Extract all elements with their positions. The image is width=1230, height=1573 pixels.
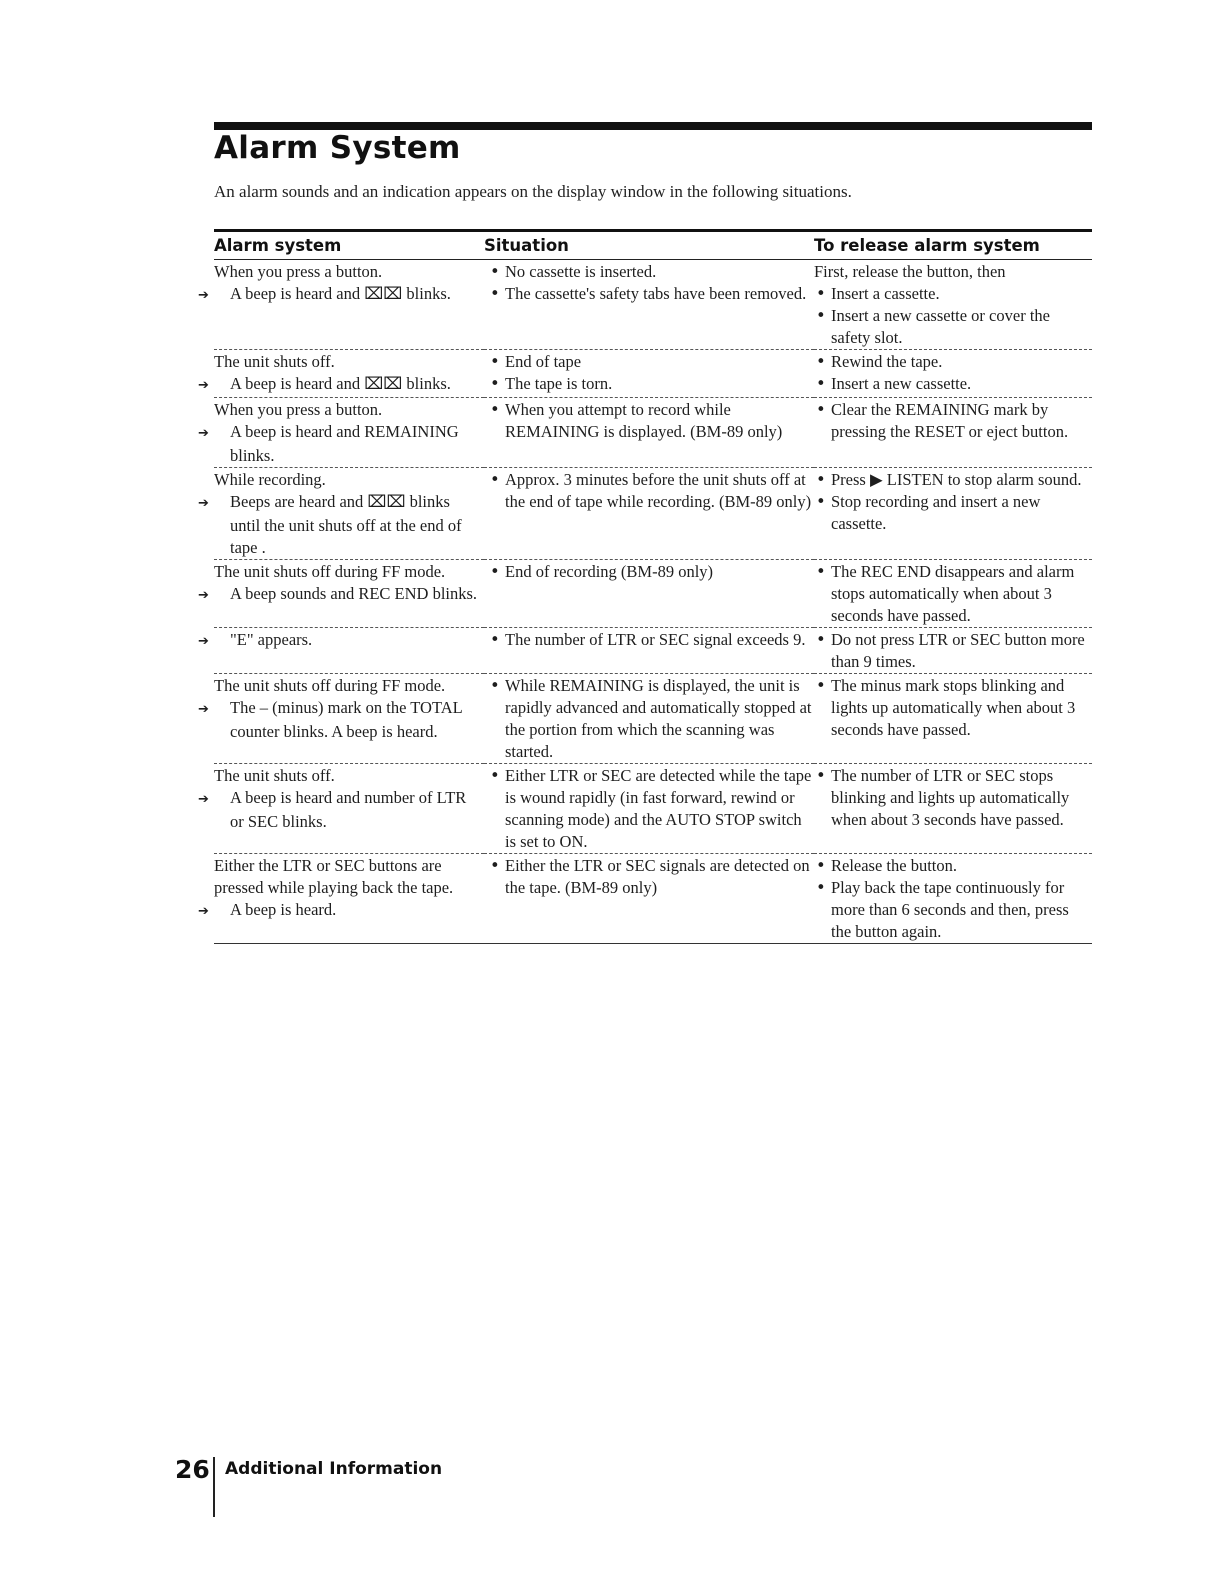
alarm-condition: While recording. [214,470,326,489]
alarm-result [198,491,484,559]
table-row [214,350,1092,398]
release-item: • Play back the tape continuously for more than 6 seconds and then, press the button again. [814,877,1092,943]
situation-item: • No cassette is inserted. [488,261,814,283]
situation-cell [484,260,814,350]
release-list [814,855,1092,943]
situation-item: • End of tape [488,351,814,373]
situation-item: • Either the LTR or SEC signals are detected on the tape. (BM-89 only) [488,855,814,899]
alarm-result-text: A beep is heard. [230,900,337,919]
release-cell [814,260,1092,350]
table-row [214,764,1092,854]
alarm-result-text: A beep is heard and ⌧⌧ blinks. [230,374,451,393]
release-item: • The REC END disappears and alarm stops automatically when about 3 seconds have passed. [814,561,1092,627]
table-row [214,628,1092,674]
situation-list [488,399,814,443]
alarm-result-text: A beep is heard and REMAINING blinks. [230,422,459,465]
alarm-result [198,583,484,607]
arrow-right-icon: ➔ [198,904,209,919]
alarm-system-cell [198,350,484,398]
release-cell [814,628,1092,674]
situation-list [488,675,814,763]
alarm-system-cell [198,468,484,560]
arrow-right-icon: ➔ [198,792,209,807]
alarm-result [198,899,484,923]
release-item: • Insert a new cassette. [814,373,1092,395]
arrow-right-icon: ➔ [198,378,209,393]
alarm-condition: The unit shuts off during FF mode. [214,676,446,695]
alarm-condition: Either the LTR or SEC buttons are pressed while playing back the tape. [214,856,454,897]
release-item: • The number of LTR or SEC stops blinking and lights up automatically when about 3 seconds have passed. [814,765,1092,831]
alarm-system-cell [198,674,484,764]
situation-item: • When you attempt to record while REMAINING is displayed. (BM-89 only) [488,399,814,443]
situation-cell [484,628,814,674]
situation-item: • While REMAINING is displayed, the unit is rapidly advanced and automatically stopped at the portion from which the scanning was started. [488,675,814,763]
alarm-system-cell [198,398,484,468]
release-cell [814,468,1092,560]
alarm-result [198,283,484,307]
alarm-result-text: The – (minus) mark on the TOTAL counter blinks. A beep is heard. [230,698,463,741]
situation-cell [484,764,814,854]
release-list [814,469,1092,535]
release-list [814,765,1092,831]
table-row [214,468,1092,560]
alarm-system-cell [198,260,484,350]
release-cell [814,764,1092,854]
alarm-condition: The unit shuts off during FF mode. [214,562,446,581]
top-rule [214,122,1092,130]
situation-item: • The tape is torn. [488,373,814,395]
table-row [214,560,1092,628]
alarm-result [198,697,484,743]
alarm-system-cell [198,628,484,674]
situation-item: • The number of LTR or SEC signal exceeds 9. [488,629,814,651]
situation-cell [484,468,814,560]
alarm-result [198,373,484,397]
header-release: To release alarm system [814,231,1092,260]
table-row [214,260,1092,350]
situation-list [488,261,814,305]
arrow-right-icon: ➔ [198,426,209,441]
release-cell [814,854,1092,944]
situation-list [488,469,814,513]
page-number: 26 [175,1455,210,1484]
situation-cell [484,350,814,398]
release-item: • Press ▶ LISTEN to stop alarm sound. [814,469,1092,491]
situation-cell [484,560,814,628]
alarm-condition: The unit shuts off. [214,766,335,785]
alarm-result [198,629,484,653]
situation-list [488,629,814,651]
alarm-table-body [198,260,1092,944]
situation-item: • Either LTR or SEC are detected while the tape is wound rapidly (in fast forward, rewind or scanning mode) and the AUTO STOP switch is set to ON. [488,765,814,853]
arrow-right-icon: ➔ [198,634,209,649]
release-item: • Insert a new cassette or cover the safety slot. [814,305,1092,349]
footer-section-label: Additional Information [225,1459,443,1479]
alarm-system-cell [198,764,484,854]
table-row [214,398,1092,468]
alarm-system-cell [198,560,484,628]
alarm-result [198,421,484,467]
table-row [214,854,1092,944]
table-header-row [214,231,1092,260]
alarm-result-text: A beep is heard and ⌧⌧ blinks. [230,284,451,303]
release-item: • Insert a cassette. [814,283,1092,305]
page-title: Alarm System [214,130,461,166]
release-item: • Clear the REMAINING mark by pressing the RESET or eject button. [814,399,1092,443]
release-cell [814,398,1092,468]
situation-item: • The cassette's safety tabs have been removed. [488,283,814,305]
situation-list [488,561,814,583]
alarm-condition: When you press a button. [214,400,383,419]
alarm-result-text: A beep is heard and number of LTR or SEC blinks. [230,788,467,831]
release-item: • The minus mark stops blinking and lights up automatically when about 3 seconds have passed. [814,675,1092,741]
situation-item: • Approx. 3 minutes before the unit shuts off at the end of tape while recording. (BM-89 only) [488,469,814,513]
alarm-system-cell [198,854,484,944]
release-cell [814,350,1092,398]
situation-cell [484,398,814,468]
alarm-table [198,229,1092,944]
release-intro: First, release the button, then [814,262,1006,281]
release-list [814,629,1092,673]
release-list [814,675,1092,741]
footer-divider [213,1457,215,1517]
release-item: • Release the button. [814,855,1092,877]
situation-list [488,855,814,899]
alarm-result-text: "E" appears. [230,630,313,649]
header-alarm-system: Alarm system [214,231,484,260]
arrow-right-icon: ➔ [198,702,209,717]
alarm-result-text: A beep sounds and REC END blinks. [230,584,478,603]
header-situation: Situation [484,231,814,260]
alarm-condition: When you press a button. [214,262,383,281]
alarm-condition: The unit shuts off. [214,352,335,371]
intro-text: An alarm sounds and an indication appears on the display window in the following situations. [214,182,852,201]
alarm-result [198,787,484,833]
arrow-right-icon: ➔ [198,588,209,603]
release-item: • Do not press LTR or SEC button more than 9 times. [814,629,1092,673]
release-item: • Rewind the tape. [814,351,1092,373]
situation-cell [484,854,814,944]
situation-cell [484,674,814,764]
release-cell [814,674,1092,764]
situation-item: • End of recording (BM-89 only) [488,561,814,583]
alarm-result-text: Beeps are heard and ⌧⌧ blinks until the unit shuts off at the end of tape . [230,492,462,557]
release-list [814,283,1092,349]
situation-list [488,351,814,395]
table-row [214,674,1092,764]
release-list [814,561,1092,627]
arrow-right-icon: ➔ [198,288,209,303]
arrow-right-icon: ➔ [198,496,209,511]
release-list [814,351,1092,395]
situation-list [488,765,814,853]
release-cell [814,560,1092,628]
release-list [814,399,1092,443]
release-item: • Stop recording and insert a new cassette. [814,491,1092,535]
